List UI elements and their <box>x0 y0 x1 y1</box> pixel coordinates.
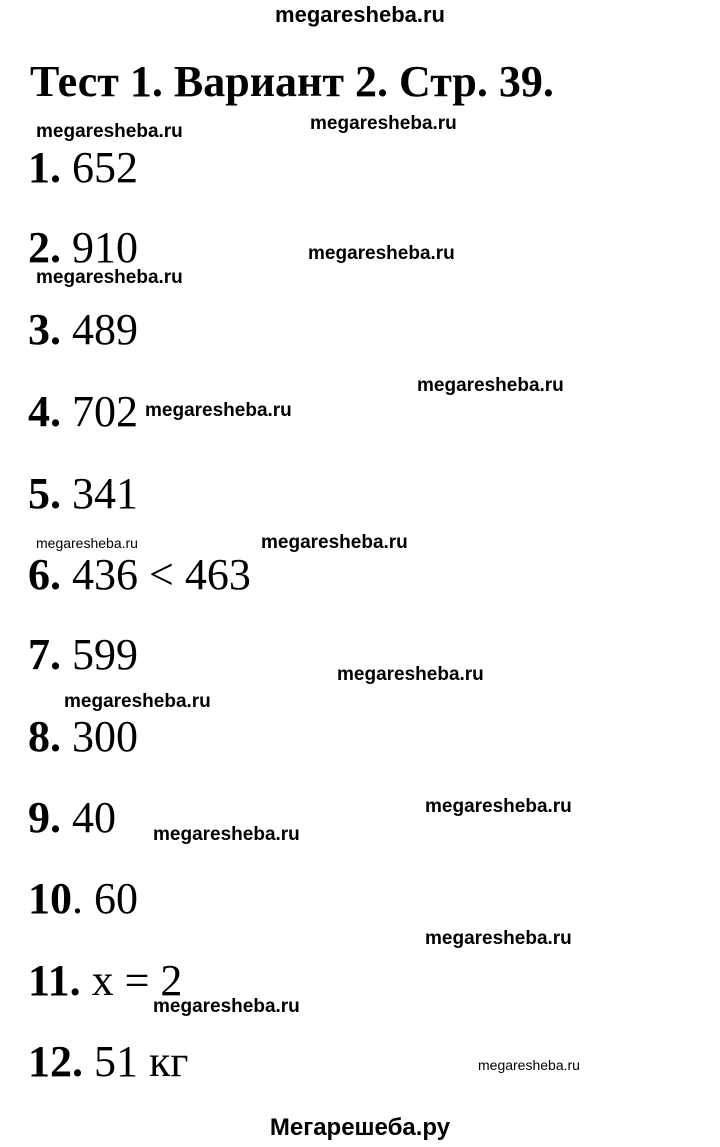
watermark: megaresheba.ru <box>425 928 572 949</box>
answer-separator: . <box>50 550 61 599</box>
answer-value: 702 <box>61 387 138 436</box>
watermark: megaresheba.ru <box>308 243 455 264</box>
answer-separator: . <box>69 956 81 1005</box>
answer-separator: . <box>50 223 61 272</box>
answer-3 <box>28 305 138 354</box>
answer-separator: . <box>72 874 83 923</box>
answer-4 <box>28 387 138 436</box>
answer-value: 60 <box>83 874 138 923</box>
watermark: megaresheba.ru <box>425 796 572 817</box>
answer-separator: . <box>50 630 61 679</box>
watermark: megaresheba.ru <box>337 664 484 685</box>
answer-separator: . <box>50 712 61 761</box>
answer-12 <box>28 1037 189 1086</box>
answer-7 <box>28 630 138 679</box>
page-title: Тест 1. Вариант 2. Стр. 39. <box>30 57 554 106</box>
answer-number: 1 <box>28 143 50 192</box>
answer-number: 10 <box>28 874 72 923</box>
answer-number: 2 <box>28 223 50 272</box>
answer-number: 7 <box>28 630 50 679</box>
answer-separator: . <box>50 305 61 354</box>
watermark: megaresheba.ru <box>36 267 183 288</box>
answer-value: 40 <box>61 793 116 842</box>
answer-separator: . <box>50 387 61 436</box>
answer-separator: . <box>50 469 61 518</box>
answer-number: 5 <box>28 469 50 518</box>
watermark: megaresheba.ru <box>64 691 211 712</box>
answer-separator: . <box>72 1037 83 1086</box>
answer-value: 436 < 463 <box>61 550 251 599</box>
answer-6 <box>28 550 251 599</box>
watermark: megaresheba.ru <box>145 400 292 421</box>
answer-2 <box>28 223 138 272</box>
answer-number: 3 <box>28 305 50 354</box>
answer-8 <box>28 712 138 761</box>
answer-value: 652 <box>61 143 138 192</box>
watermark: megaresheba.ru <box>36 535 138 551</box>
answer-number: 6 <box>28 550 50 599</box>
footer-brand: Мегарешеба.ру <box>269 1114 451 1141</box>
answer-value: 599 <box>61 630 138 679</box>
watermark-top: megaresheba.ru <box>275 2 445 27</box>
answer-5 <box>28 469 138 518</box>
answer-number: 11 <box>28 956 70 1005</box>
answer-value: 51 кг <box>83 1037 189 1086</box>
answer-number: 12 <box>28 1037 72 1086</box>
answer-number: 8 <box>28 712 50 761</box>
answer-9 <box>28 793 116 842</box>
answer-value: 489 <box>61 305 138 354</box>
watermark: megaresheba.ru <box>310 113 457 134</box>
answer-value: 910 <box>61 223 138 272</box>
answer-separator: . <box>50 793 61 842</box>
answer-value: x = 2 <box>80 956 183 1005</box>
watermark: megaresheba.ru <box>153 996 300 1017</box>
answer-10 <box>28 874 138 923</box>
watermark: megaresheba.ru <box>153 824 300 845</box>
answer-value: 341 <box>61 469 138 518</box>
answer-separator: . <box>50 143 61 192</box>
answer-number: 4 <box>28 387 50 436</box>
answer-value: 300 <box>61 712 138 761</box>
watermark: megaresheba.ru <box>36 121 183 142</box>
watermark: megaresheba.ru <box>478 1057 580 1073</box>
watermark: megaresheba.ru <box>417 375 564 396</box>
watermark: megaresheba.ru <box>261 532 408 553</box>
answer-1 <box>28 143 138 192</box>
answer-number: 9 <box>28 793 50 842</box>
